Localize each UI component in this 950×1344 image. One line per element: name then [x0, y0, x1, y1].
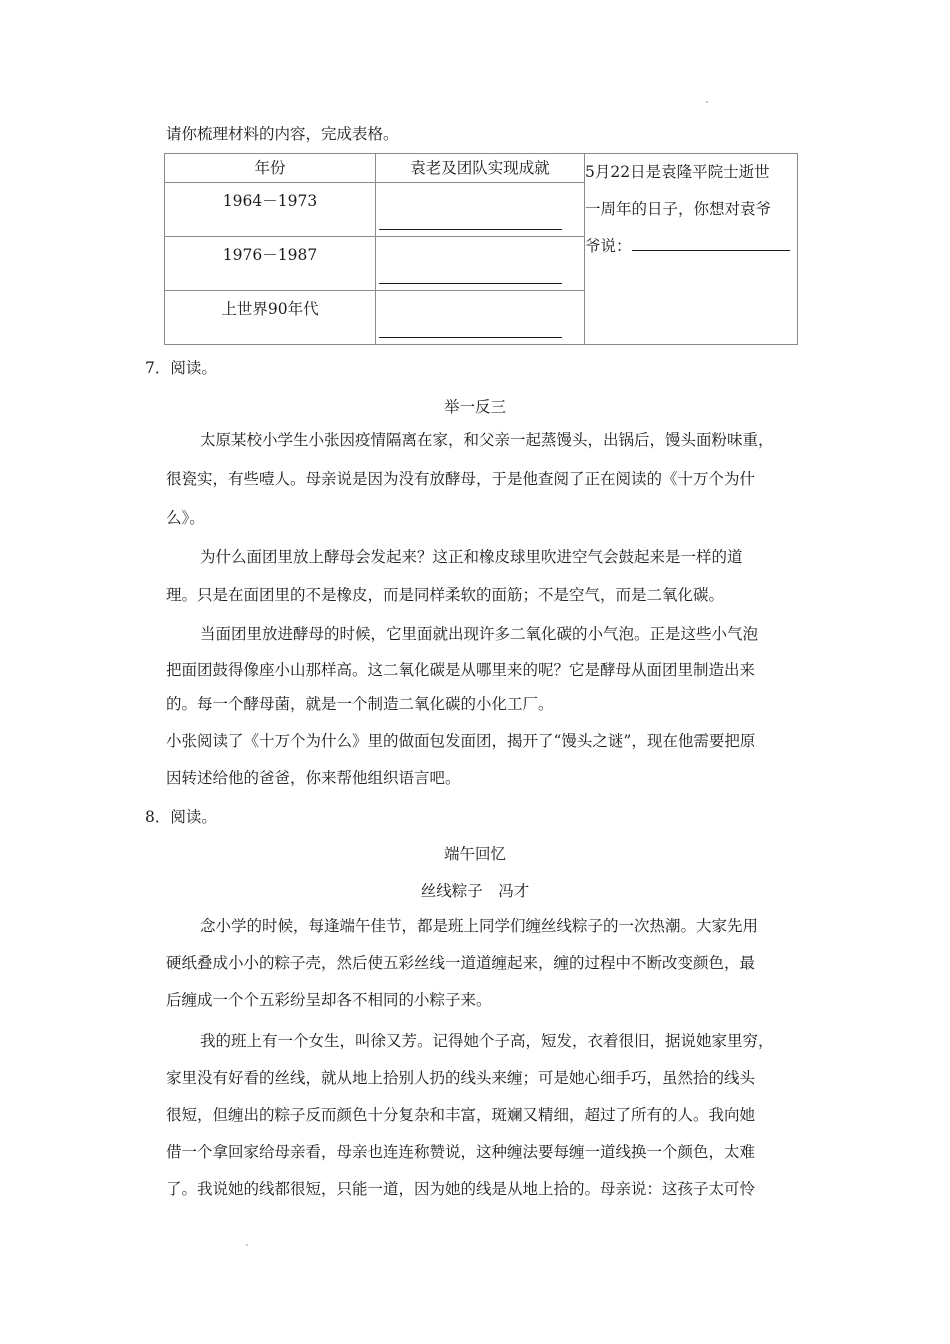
q7-line-5: 理。只是在面团里的不是橡皮，而是同样柔软的面筋；不是空气，而是二氧化碳。	[166, 586, 725, 604]
q7-line-4: 为什么面团里放上酵母会发起来？这正和橡皮球里吹进空气会鼓起来是一样的道	[200, 548, 743, 566]
achievement-cell-2	[376, 237, 585, 291]
q7-title: 举一反三	[443, 398, 506, 416]
q7-line-7: 把面团鼓得像座小山那样高。这二氧化碳是从哪里来的呢？它是酵母从面团里制造出来	[166, 661, 756, 679]
message-answer-blank[interactable]	[632, 236, 790, 251]
message-line-1: 5月22日是袁隆平院士逝世	[585, 163, 770, 181]
summary-table	[164, 153, 798, 345]
answer-blank-1[interactable]	[379, 229, 562, 230]
year-cell-2: 1976－1987	[165, 237, 376, 291]
answer-blank-2[interactable]	[379, 283, 562, 284]
q7-line-1: 太原某校小学生小张因疫情隔离在家，和父亲一起蒸馒头，出锅后，馒头面粉味重，	[200, 431, 774, 449]
q8-title: 端午回忆	[443, 845, 506, 863]
header-achievement: 袁老及团队实现成就	[376, 154, 585, 183]
q8-line-3: 后缠成一个个五彩纷呈却各不相同的小粽子来。	[166, 991, 492, 1009]
q7-line-2: 很瓷实，有些噎人。母亲说是因为没有放酵母，于是他查阅了正在阅读的《十万个为什	[166, 470, 756, 488]
year-cell-1: 1964－1973	[165, 183, 376, 237]
answer-blank-3[interactable]	[379, 337, 562, 338]
q8-line-2: 硬纸叠成小小的粽子壳，然后使五彩丝线一道道缠起来，缠的过程中不断改变颜色，最	[166, 954, 756, 972]
scan-speck	[706, 101, 708, 103]
year-cell-3: 上世界90年代	[165, 291, 376, 345]
q7-line-9: 小张阅读了《十万个为什么》里的做面包发面团，揭开了“馒头之谜”，现在他需要把原	[166, 732, 756, 750]
question-7-number: 7．阅读。	[145, 359, 217, 377]
q7-line-8: 的。每一个酵母菌，就是一个制造二氧化碳的小化工厂。	[166, 695, 554, 713]
q7-line-10: 因转述给他的爸爸，你来帮他组织语言吧。	[166, 769, 461, 787]
message-line-3: 爷说：	[585, 228, 797, 265]
q8-line-6: 很短，但缠出的粽子反而颜色十分复杂和丰富，斑斓又精细，超过了所有的人。我向她	[166, 1106, 756, 1124]
q8-line-1: 念小学的时候，每逢端午佳节，都是班上同学们缠丝线粽子的一次热潮。大家先用	[200, 917, 759, 935]
achievement-cell-3	[376, 291, 585, 345]
scan-speck-bottom	[246, 1244, 248, 1246]
q8-line-8: 了。我说她的线都很短，只能一道，因为她的线是从地上拾的。母亲说：这孩子太可怜	[166, 1180, 756, 1198]
message-cell	[585, 154, 798, 345]
q7-line-3: 么》。	[166, 509, 205, 527]
header-year: 年份	[165, 154, 376, 183]
q8-line-7: 借一个拿回家给母亲看，母亲也连连称赞说，这种缠法要每缠一道线换一个颜色，太难	[166, 1143, 756, 1161]
message-line-2: 一周年的日子，你想对袁爷	[585, 200, 772, 218]
question-8-number: 8．阅读。	[145, 808, 217, 826]
table-instruction: 请你梳理材料的内容，完成表格。	[166, 125, 399, 143]
q8-line-4: 我的班上有一个女生，叫徐又芳。记得她个子高，短发，衣着很旧，据说她家里穷，	[200, 1032, 774, 1050]
q7-line-6: 当面团里放进酵母的时候，它里面就出现许多二氧化碳的小气泡。正是这些小气泡	[200, 625, 759, 643]
achievement-cell-1	[376, 183, 585, 237]
q8-subtitle: 丝线粽子 冯才	[420, 882, 530, 900]
q8-line-5: 家里没有好看的丝线，就从地上拾别人扔的线头来缠；可是她心细手巧，虽然拾的线头	[166, 1069, 756, 1087]
